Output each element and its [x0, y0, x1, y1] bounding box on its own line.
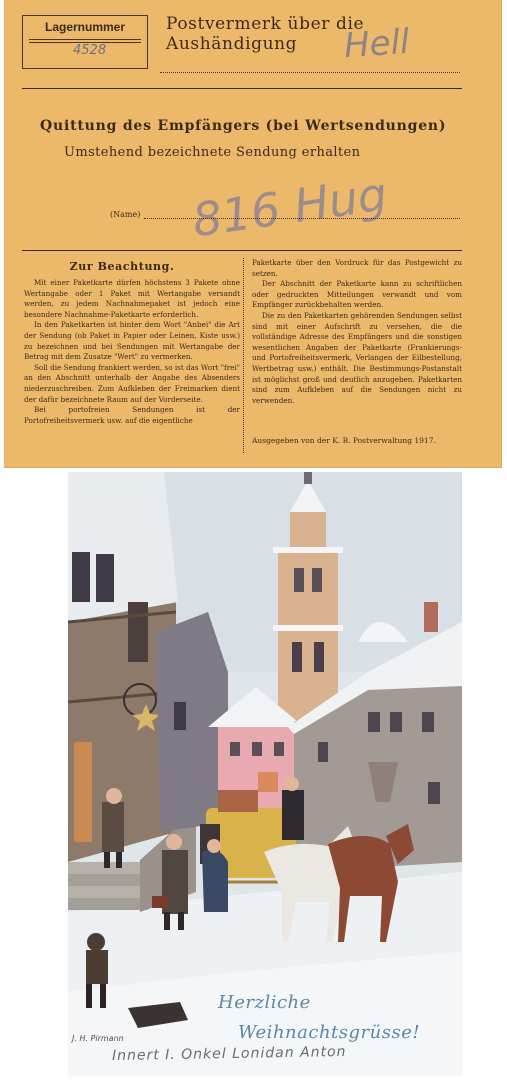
- winter-town-illustration: [68, 472, 462, 1076]
- instructions-right-column: [252, 258, 462, 406]
- instruction-paragraph: Mit einer Paketkarte dürfen höchstens 3 Pakete ohne Wertangabe oder 1 Paket mit Wertangabe versandt werden, zu jedem Nachnahmepaket ist jedoch eine besondere Nachnahme-Paketkarte erforderlich.: [24, 278, 240, 319]
- parcel-receipt-card: [4, 0, 502, 468]
- middle-divider: [22, 250, 462, 251]
- column-divider: [243, 258, 244, 453]
- top-divider: [22, 88, 462, 89]
- instruction-paragraph: Die zu den Paketkarten gehörenden Sendungen selbst sind mit einer Aufschrift zu versehen, die die vollständige Adresse des Empfängers und die sonstigen wesentlichen Angaben der Paketkarte (Frankierungs- und Portofreiheitsvermerk, Verlangen der Eilbestellung, Wertbetrag usw.) enthält. Die Bestimmungs-Postanstalt ist möglichst groß und deutlich anzugeben. Paketkarten sind zum Aufkleben auf die Sendungen nicht zu verwenden.: [252, 310, 462, 405]
- quittung-heading: Quittung des Empfängers (bei Wertsendungen): [40, 118, 447, 134]
- beachtung-heading: Zur Beachtung.: [69, 260, 175, 273]
- lagernummer-value: 4528: [73, 43, 107, 58]
- christmas-postcard: [68, 472, 462, 1076]
- handwritten-note: Innert I. Onkel Lonidan Anton: [111, 1043, 347, 1065]
- greeting-line-1: Herzliche: [218, 992, 311, 1013]
- instruction-paragraph: In den Paketkarten ist hinter dem Wort "Anbei" die Art der Sendung (ob Paket in Papier oder Leinen, Kiste usw.) zu bezeichnen und bei Sendungen mit Wertangabe der Betrag mit dem Zusatze "Wert" zu vermerken.: [24, 320, 240, 362]
- instruction-paragraph: Soll die Sendung frankiert werden, so ist das Wort "frei" an den Abschnitt unterhalb der Angabe des Absenders niederzuschreiben. Zum Aufkleben der Freimarken dient der dafür bezeichnete Raum auf der Vorderseite.: [24, 362, 240, 404]
- instruction-paragraph: Bei portofreien Sendungen ist der Portofreiheitsvermerk usw. auf die eigentliche: [24, 405, 240, 425]
- name-label: (Name): [110, 210, 141, 219]
- postvermerk-signature: Hell: [342, 21, 411, 67]
- name-line: [144, 218, 460, 219]
- issued-by-line: Ausgegeben von der K. B. Postverwaltung 1917.: [252, 436, 436, 445]
- instruction-paragraph: Der Abschnitt der Paketkarte kann zu schriftlichen oder gedruckten Mitteilungen verwandt und vom Empfänger zurückbehalten werden.: [252, 279, 462, 310]
- artist-signature: J. H. Pirmann: [72, 1034, 124, 1043]
- lagernummer-label: Lagernummer: [44, 20, 126, 34]
- postvermerk-heading: Postvermerk über die Aushändigung: [166, 14, 365, 54]
- recipient-signature: 816 Hug: [189, 166, 391, 248]
- umstehend-text: Umstehend bezeichnete Sendung erhalten: [64, 145, 361, 160]
- instructions-left-column: [24, 278, 240, 426]
- instruction-paragraph: Paketkarte über den Vordruck für das Postgewicht zu setzen.: [252, 258, 462, 278]
- lagernummer-box: [22, 15, 148, 69]
- greeting-line-2: Weihnachtsgrüsse!: [238, 1022, 421, 1043]
- postvermerk-line: [160, 72, 460, 73]
